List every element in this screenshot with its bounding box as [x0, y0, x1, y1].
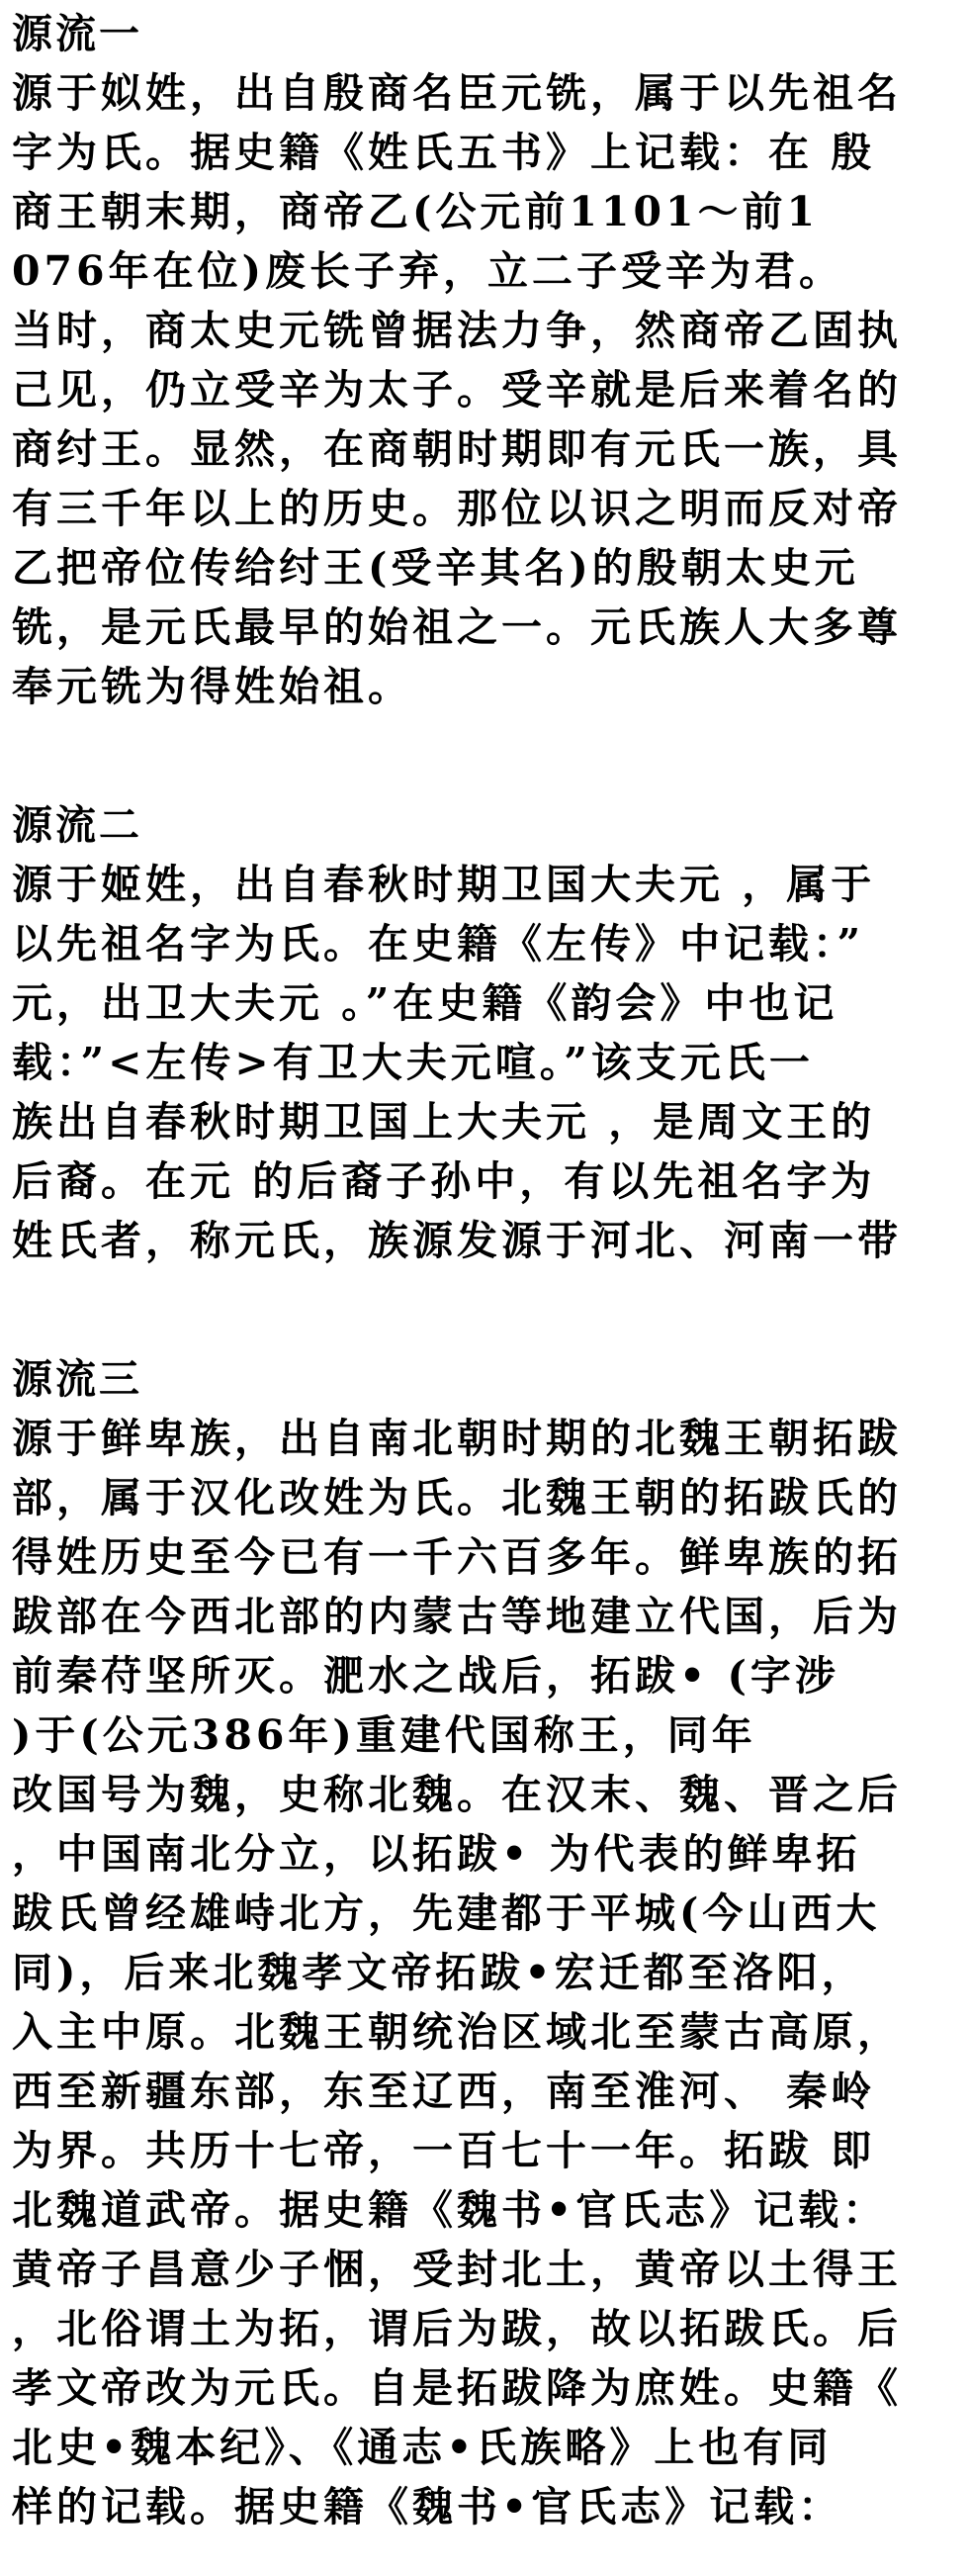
text-line: 有三千年以上的历史。那位以识之明而反对帝: [12, 485, 902, 532]
text-line: 当时，商太史元铣曾据法力争，然商帝乙固执: [12, 307, 902, 354]
text-line: ，中国南北分立，以拓跋• 为代表的鲜卑拓: [12, 1830, 861, 1878]
text-line: 部，属于汉化改姓为氏。北魏王朝的拓跋氏的: [12, 1474, 902, 1521]
text-line: 黄帝子昌意少子悃，受封北土，黄帝以土得王: [12, 2246, 902, 2293]
text-line: 字为氏。据史籍《姓氏五书》上记载：在 殷: [12, 129, 876, 176]
text-line: 源于姬姓，出自春秋时期卫国大夫元 ，属于: [12, 861, 876, 908]
text-line: ，北俗谓土为拓，谓后为跋，故以拓跋氏。后: [12, 2305, 902, 2352]
text-line: 载：”<左传>有卫大夫元喧。”该支元氏一: [12, 1039, 814, 1086]
text-line: 跋部在今西北部的内蒙古等地建立代国，后为: [12, 1593, 902, 1640]
text-line: 商王朝末期，商帝乙(公元前1101～前1: [12, 188, 820, 235]
text-line: 改国号为魏，史称北魏。在汉末、魏、晋之后: [12, 1771, 902, 1818]
text-line: 入主中原。北魏王朝统治区域北至蒙古高原，: [12, 2008, 902, 2056]
text-line: 元，出卫大夫元 。”在史籍《韵会》中也记: [12, 979, 838, 1027]
text-line: 源于姒姓，出自殷商名臣元铣，属于以先祖名: [12, 69, 902, 117]
text-line: 西至新疆东部，东至辽西，南至淮河、 秦岭: [12, 2068, 876, 2115]
text-line: 姓氏者，称元氏，族源发源于河北、河南一带: [12, 1217, 902, 1264]
text-line: 跋氏曾经雄峙北方，先建都于平城(今山西大: [12, 1889, 881, 1937]
text-line: 奉元铣为得姓始祖。: [12, 663, 412, 710]
text-line: 同)，后来北魏孝文帝拓跋•宏迁都至洛阳，: [12, 1949, 866, 1996]
text-line: 源于鲜卑族，出自南北朝时期的北魏王朝拓跋: [12, 1415, 902, 1462]
text-line: 后裔。在元 的后裔子孙中，有以先祖名字为: [12, 1157, 876, 1205]
text-line: 北史•魏本纪》、《通志•氏族略》上也有同: [12, 2424, 833, 2471]
section-heading: 源流三: [12, 1355, 142, 1403]
text-line: 商纣王。显然，在商朝时期即有元氏一族，具: [12, 425, 902, 473]
section-heading: 源流一: [12, 10, 142, 57]
text-line: 076年在位)废长子弃，立二子受辛为君。: [12, 247, 843, 295]
text-line: 族出自春秋时期卫国上大夫元 ，是周文王的: [12, 1098, 876, 1146]
text-line: )于(公元386年)重建代国称王，同年: [12, 1711, 756, 1759]
text-line: 前秦苻坚所灭。淝水之战后，拓跋• (字涉: [12, 1652, 839, 1700]
text-line: 铣，是元氏最早的始祖之一。元氏族人大多尊: [12, 603, 902, 651]
text-line: 以先祖名字为氏。在史籍《左传》中记载：”: [12, 920, 865, 967]
text-line: 己见，仍立受辛为太子。受辛就是后来着名的: [12, 366, 902, 414]
text-line: 得姓历史至今已有一千六百多年。鲜卑族的拓: [12, 1533, 902, 1581]
section-heading: 源流二: [12, 801, 142, 849]
text-line: 乙把帝位传给纣王(受辛其名)的殷朝太史元: [12, 544, 859, 592]
text-line: 样的记载。据史籍《魏书•官氏志》记载：: [12, 2483, 843, 2530]
text-line: 为界。共历十七帝，一百七十一年。拓跋 即: [12, 2127, 876, 2174]
text-line: 北魏道武帝。据史籍《魏书•官氏志》记载：: [12, 2186, 888, 2234]
text-line: 孝文帝改为元氏。自是拓跋降为庶姓。史籍《: [12, 2364, 902, 2412]
